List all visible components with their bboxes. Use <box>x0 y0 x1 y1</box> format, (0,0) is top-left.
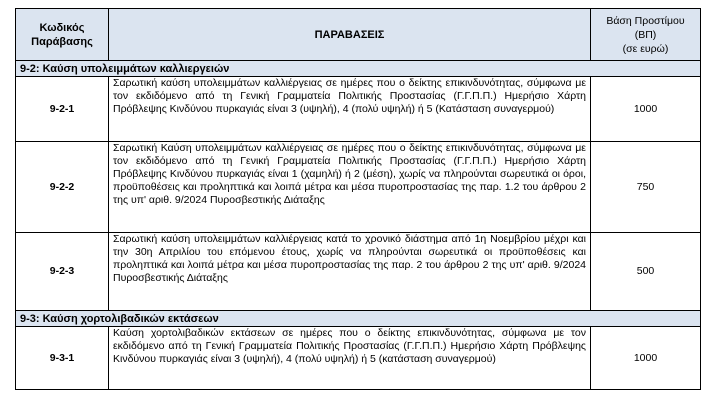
table-header-row <box>16 9 701 61</box>
section-title: 9-3: Καύση χορτολιβαδικών εκτάσεων <box>16 311 701 327</box>
fine-amount: 1000 <box>591 327 701 390</box>
section-header <box>16 311 701 327</box>
fines-table <box>15 8 701 390</box>
header-fine <box>591 9 701 61</box>
header-violations: ΠΑΡΑΒΑΣΕΙΣ <box>109 9 591 61</box>
violation-code: 9-2-3 <box>16 233 109 311</box>
header-code: Κωδικός Παράβασης <box>16 9 109 61</box>
fine-amount: 500 <box>591 233 701 311</box>
fine-amount: 750 <box>591 142 701 233</box>
section-title: 9-2: Καύση υπολειμμάτων καλλιεργειών <box>16 61 701 77</box>
violation-code: 9-2-2 <box>16 142 109 233</box>
violation-description: Σαρωτική καύση υπολειμμάτων καλλιέργειας σε ημέρες που ο δείκτης επικινδυνότητας, σύμφωνα με τον εκδιδόμενο από τη Γενική Γραμματεία Πολιτικής Προστασίας (Γ.Γ.Π.Π.) Ημερήσιο Χάρτη Πρόβλεψης Κινδύνου πυρκαγιάς είναι 3 (υψηλή), 4 (πολύ υψηλή) ή 5 (Κατάσταση συναγερμού) <box>109 77 591 142</box>
violation-code: 9-3-1 <box>16 327 109 390</box>
violation-code: 9-2-1 <box>16 77 109 142</box>
table-row <box>16 233 701 311</box>
table-row <box>16 142 701 233</box>
header-fine-unit: (σε ευρώ) <box>622 42 669 55</box>
header-fine-label: Βάση Προστίμου (ΒΠ) <box>606 14 685 41</box>
section-header <box>16 61 701 77</box>
fine-amount: 1000 <box>591 77 701 142</box>
violation-description: Σαρωτική καύση υπολειμμάτων καλλιέργειας κατά το χρονικό διάστημα από 1η Νοεμβρίου μέχρι και την 30η Απριλίου του επόμενου έτους, χωρίς να πληρούνται σωρευτικά οι προϋποθέσεις και προληπτικά και λοιπά μέτρα και μέσα πυροπροστασίας της παρ. 2 του άρθρου 2 της υπ' αριθ. 9/2024 Πυροσβεστικής Διάταξης <box>109 233 591 311</box>
table-row <box>16 77 701 142</box>
violation-description: Σαρωτική Καύση υπολειμμάτων καλλιέργειας σε ημέρες που ο δείκτης επικινδυνότητας, σύμφωνα με τον εκδιδόμενο από τη Γενική Γραμματεία Πολιτικής Προστασίας (Γ.Γ.Π.Π.) Ημερήσιο Χάρτη Πρόβλεψης Κινδύνου πυρκαγιάς είναι 1 (χαμηλή) ή 2 (μέση), χωρίς να πληρούνται σωρευτικά οι όροι, προϋποθέσεις και προληπτικά και λοιπά μέτρα και μέσα πυροπροστασίας της παρ. 1.2 του άρθρου 2 της υπ' αριθ. 9/2024 Πυροσβεστικής Διάταξης <box>109 142 591 233</box>
violation-description: Καύση χορτολιβαδικών εκτάσεων σε ημέρες που ο δείκτης επικινδυνότητας, σύμφωνα με τον εκδιδόμενο από τη Γενική Γραμματεία Πολιτικής Προστασίας (Γ.Γ.Π.Π.) Ημερήσιο Χάρτη Πρόβλεψης Κινδύνου πυρκαγιάς είναι 3 (υψηλή), 4 (πολύ υψηλή) ή 5 (κατάσταση συναγερμού) <box>109 327 591 390</box>
table-row <box>16 327 701 390</box>
